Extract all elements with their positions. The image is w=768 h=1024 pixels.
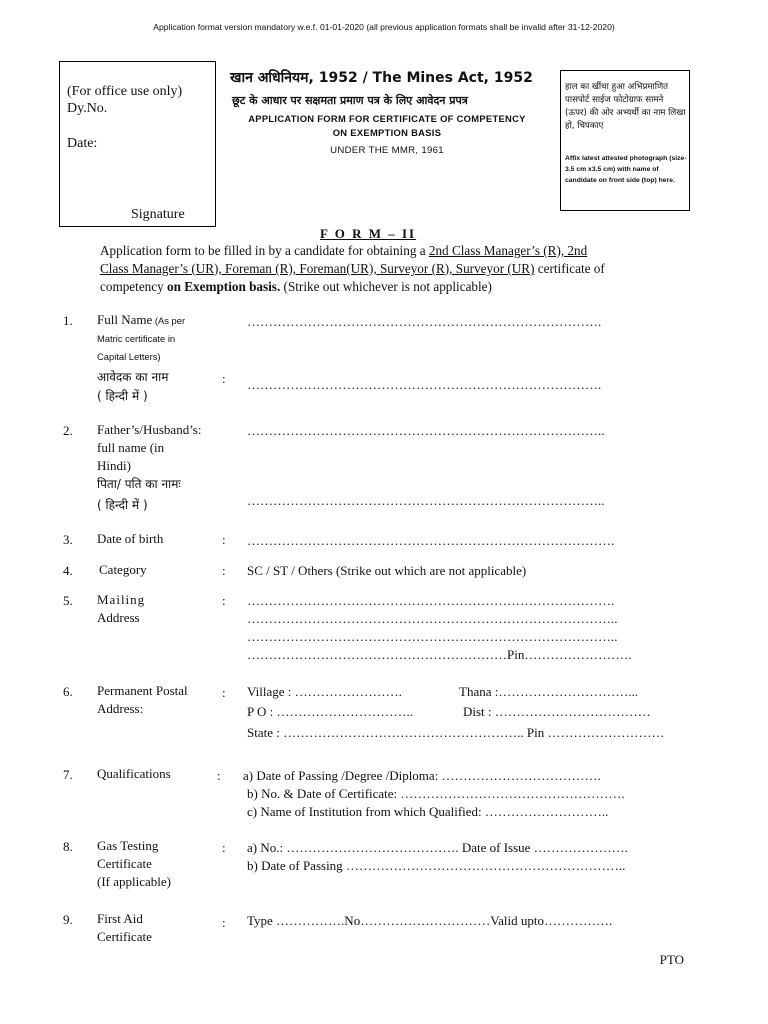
dy-no-label: Dy.No. [67,101,108,116]
first-aid-label-2: Certificate [97,929,152,944]
mailing-address-line-3[interactable]: ………………………………………………………………………….. [247,629,618,644]
mailing-address-line-2[interactable]: ………………………………………………………………………….. [247,611,618,626]
intro-text-1: Application form to be filled in by a candidate for obtaining a [100,243,429,258]
full-name-note-3: Capital Letters) [97,351,161,362]
item-5-colon: : [222,593,226,608]
office-date-label: Date: [67,136,98,151]
mailing-address-label [97,591,145,627]
item-9-colon: : [222,915,226,930]
father-husband-name-field[interactable]: ……………………………………………………………………….. [247,423,605,438]
photo-box[interactable] [560,70,690,211]
photo-instruction-hindi: हाल का खींचा हुआ अभिप्रमाणित पासपोर्ट साईज फोटोग्राफ सामने (ऊपर) की ओर अभ्यर्थी का नाम लिखा हो, चिपकाए [565,82,686,131]
gas-testing-label-3: (If applicable) [97,874,171,889]
permanent-address-label-2: Address: [97,701,144,716]
item-5-number: 5. [63,593,73,608]
item-8-number: 8. [63,839,73,854]
item-7-number: 7. [63,767,73,782]
photo-instruction-english: Affix latest attested photograph (size-3.5 cm x3.5 cm) with name of candidate on front side (top) here. [565,155,687,184]
item-8-colon: : [222,840,226,855]
signature-label: Signature [131,207,185,222]
office-use-label: (For office use only) [67,84,183,99]
thana-field[interactable]: Thana :…………………………... [459,684,639,699]
intro-certificate-options-1: 2nd Class Manager’s (R), 2nd [428,243,588,258]
state-pin-field[interactable]: State : ……………………………………………….. Pin ……………………… [247,725,665,740]
qualification-certificate-field[interactable]: b) No. & Date of Certificate: ……………………………………………. [247,786,625,801]
item-1-colon: : [222,371,226,386]
item-3-number: 3. [63,532,73,547]
applicant-name-hindi-label: आवेदक का नाम [97,370,169,384]
full-name-note-1: (As per [152,315,186,326]
version-note: Application format version mandatory w.e.f. 01-01-2020 (all previous application formats shall be invalid after 31-12-2020) [153,22,615,32]
item-1-number: 1. [63,313,73,328]
village-field[interactable]: Village : ……………………. [247,684,402,699]
item-2-number: 2. [63,423,73,438]
mailing-address-pin-line[interactable]: ……………………………………………………Pin……………………. [247,647,632,662]
intro-text-3: competency [100,279,168,294]
qualification-date-field[interactable]: a) Date of Passing /Degree /Diploma: ………………………………. [243,768,601,783]
intro-text-2: certificate of [534,261,605,276]
form-title: F O R M – II [320,226,417,241]
intro-text-4: (Strike out whichever is not applicable) [280,279,492,294]
act-title: खान अधिनियम, 1952 / The Mines Act, 1952 [230,70,533,86]
intro-certificate-options-2: Class Manager’s (UR), Foreman (R), Foreman(UR), Surveyor (R), Surveyor (UR) [100,261,535,276]
intro-exemption-basis: on Exemption basis. [167,279,281,294]
item-7-colon: : [217,768,221,783]
father-husband-label-2: full name (in [97,440,165,455]
full-name-field[interactable]: ………………………………………………………………………. [247,314,602,329]
item-6-colon: : [222,685,226,700]
address-label: Address [97,610,140,625]
mailing-address-line-1[interactable]: …………………………………………………………………………. [247,593,615,608]
first-aid-field[interactable]: Type …………….No…………………………Valid upto……………. [247,913,613,928]
full-name-note-2: Matric certificate in [97,333,176,344]
qualification-institution-field[interactable]: c) Name of Institution from which Qualified: ……………………….. [247,804,609,819]
item-6-number: 6. [63,684,73,699]
item-4-number: 4. [63,563,73,578]
gas-testing-number-field[interactable]: a) No.: …………………………………. Date of Issue …………………. [247,840,628,855]
item-3-colon: : [222,532,226,547]
item-9-number: 9. [63,912,73,927]
father-husband-label: Father’s/Husband’s: [97,422,202,437]
father-name-hindi-field[interactable]: ……………………………………………………………………….. [247,493,605,508]
english-form-title-line2: ON EXEMPTION BASIS [332,127,442,138]
district-field[interactable]: Dist : ……………………………… [463,704,651,719]
pto-label: PTO [659,952,684,967]
rules-reference: UNDER THE MMR, 1961 [330,145,444,156]
permanent-address-label [97,682,188,718]
english-form-title-line1: APPLICATION FORM FOR CERTIFICATE OF COMPETENCY [248,113,526,124]
intro-paragraph [100,242,690,296]
qualifications-label: Qualifications [97,766,171,781]
english-form-title [232,112,542,140]
office-use-box [59,61,216,227]
father-husband-label-3: Hindi) [97,458,131,473]
hindi-form-title: छूट के आधार पर सक्षमता प्रमाण पत्र के लिए आवेदन प्रपत्र [232,94,468,107]
item-1-label [97,311,227,365]
in-hindi-label-1: ( हिन्दी में ) [97,389,148,403]
category-options[interactable]: SC / ST / Others (Strike out which are not applicable) [247,563,527,578]
gas-testing-label-2: Certificate [97,856,152,871]
first-aid-label [97,910,152,946]
first-aid-label-1: First Aid [97,911,143,926]
hindi-name-field[interactable]: ………………………………………………………………………. [247,377,602,392]
item-4-colon: : [222,563,226,578]
gas-testing-label [97,837,171,891]
permanent-postal-label: Permanent Postal [97,683,188,698]
gas-testing-date-field[interactable]: b) Date of Passing ……………………………………………………….. [247,858,626,873]
category-label: Category [99,562,147,577]
item-2-label [97,421,201,475]
post-office-field[interactable]: P O : ………………………….. [247,704,413,719]
in-hindi-label-2: ( हिन्दी में ) [97,498,148,512]
gas-testing-label-1: Gas Testing [97,838,159,853]
date-of-birth-label: Date of birth [97,531,164,546]
father-name-hindi-label: पिता/ पति का नामः [97,477,181,491]
mailing-label: Mailing [97,592,146,607]
date-of-birth-field[interactable]: …………………………………………………………………………. [247,533,615,548]
full-name-label: Full Name [97,312,153,327]
